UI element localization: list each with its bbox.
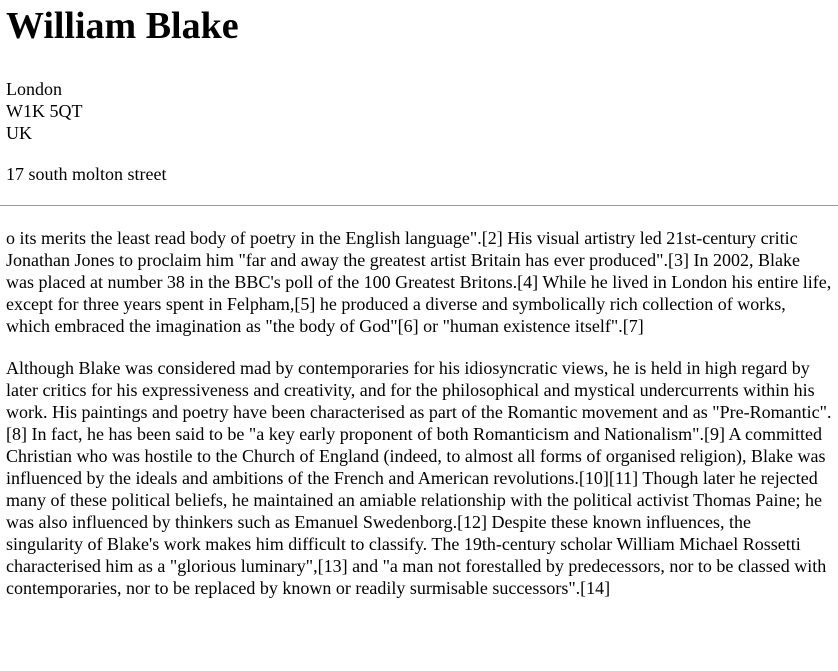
address-city: London: [6, 79, 62, 99]
address-country: UK: [6, 123, 32, 143]
paragraph-1: o its merits the least read body of poetry in the English language".[2] His visual artistry led 21st-century critic Jonathan Jones to proclaim him "far and away the greatest artist Britain has ever produced".[3] In 2002, Blake was placed at number 38 in the BBC's poll of the 100 Greatest Britons.[4] While he lived in London his entire life, except for three years spent in Felpham,[5] he produced a diverse and symbolically rich collection of works, which embraced the imagination as "the body of God"[6] or "human existence itself".[7]: [6, 228, 832, 336]
page-title: William Blake: [6, 5, 239, 47]
paragraph-2: Although Blake was considered mad by contemporaries for his idiosyncratic views, he is held in high regard by later critics for his expressiveness and creativity, and for the philosophical and mystical undercurrents within his work. His paintings and poetry have been characterised as part of the Romantic movement and as "Pre-Romantic".[8] In fact, he has been said to be "a key early proponent of both Romanticism and Nationalism".[9] A committed Christian who was hostile to the Church of England (indeed, to almost all forms of organised religion), Blake was influenced by the ideals and ambitions of the French and American revolutions.[10][11] Though later he rejected many of these political beliefs, he maintained an amiable relationship with the political activist Thomas Paine; he was also influenced by thinkers such as Emanuel Swedenborg.[12] Despite these known influences, the singularity of Blake's work makes him difficult to classify. The 19th-century scholar William Michael Rossetti characterised him as a "glorious luminary",[13] and "a man not forestalled by predecessors, nor to be classed with contemporaries, nor to be replaced by known or readily surmisable successors".[14]: [6, 358, 832, 598]
page: [0, 4, 838, 599]
address-street: 17 south molton street: [6, 164, 167, 184]
divider: [0, 205, 838, 206]
address-postcode: W1K 5QT: [6, 101, 83, 121]
address-block: [6, 78, 832, 185]
